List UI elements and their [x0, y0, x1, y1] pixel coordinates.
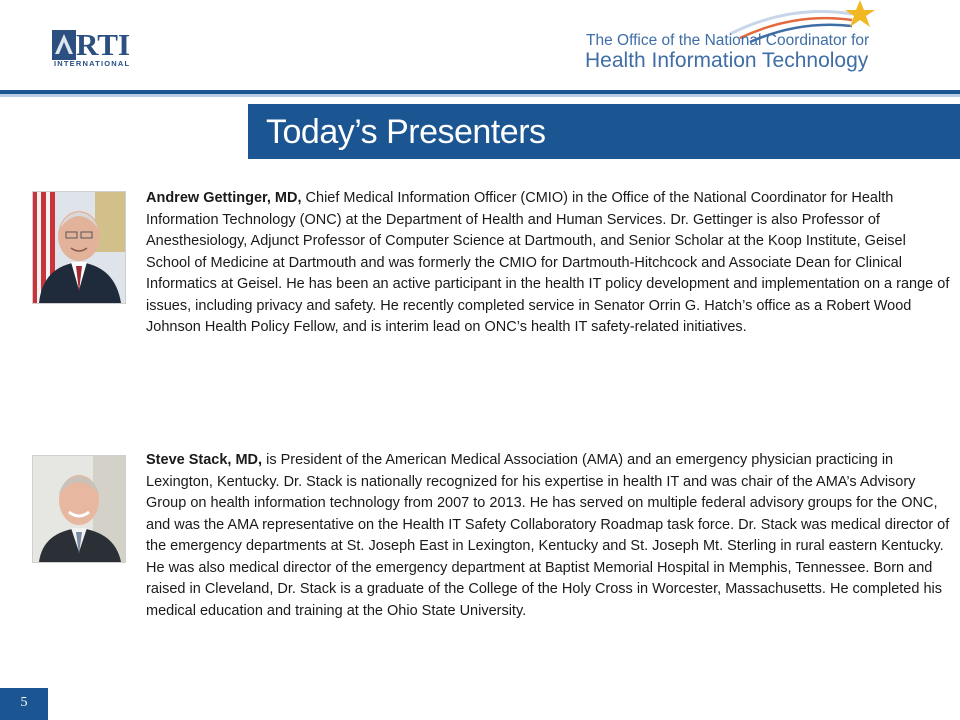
header-divider-light	[0, 94, 960, 97]
onc-logo-line1: The Office of the National Coordinator for	[586, 32, 870, 49]
presenter-name: Andrew Gettinger, MD,	[146, 190, 302, 206]
onc-logo-line2: Health Information Technology	[585, 49, 869, 72]
rti-globe-icon	[52, 30, 76, 60]
page-number-box	[0, 688, 48, 720]
rti-logo-text: RTI	[76, 27, 131, 62]
presenter-photo-stack	[32, 455, 126, 563]
presenter-bio-stack	[146, 450, 954, 622]
slide-title: Today’s Presenters	[266, 113, 546, 151]
presenter-bio-gettinger	[146, 188, 954, 339]
rti-logo	[52, 28, 152, 72]
presenter-bio-text: is President of the American Medical Association (AMA) and an emergency physician practicing in Lexington, Kentucky. Dr. Stack is nationally recognized for his expertise in health IT and was chair of the AMA’s Advisory Group on health information technology from 2007 to 2013. He has served on multiple federal advisory groups for the ONC, and was the AMA representative on the Health IT Safety Collaboratory Roadmap task force. Dr. Stack was medical director of the emergency departments at St. Joseph East in Lexington, Kentucky and St. Joseph Mt. Sterling in rural eastern Kentucky. He was also medical director of the emergency department at Baptist Memorial Hospital in Memphis, Tennessee. Born and raised in Cleveland, Dr. Stack is a graduate of the College of the Holy Cross in Worcester, Massachusetts. He completed his medical education and training at the Ohio State University.	[146, 452, 950, 619]
onc-logo	[580, 0, 940, 80]
presenter-name: Steve Stack, MD,	[146, 452, 263, 468]
title-bar	[248, 104, 960, 159]
slide-header	[0, 0, 960, 96]
presenter-photo-gettinger	[32, 191, 126, 304]
page-number: 5	[20, 695, 28, 710]
presenter-bio-text: Chief Medical Information Officer (CMIO) in the Office of the National Coordinator for Health Information Technology (ONC) at the Department of Health and Human Services. Dr. Gettinger is also Professor of Anesthesiology, Adjunct Professor of Computer Science at Dartmouth, and Senior Scholar at the Koop Institute, Geisel School of Medicine at Dartmouth and was formerly the CMIO for Dartmouth-Hitchcock and Associate Dean for Clinical Informatics at Geisel. He has been an active participant in the health IT policy development and implementation on a range of issues, including privacy and safety. He recently completed service in Senator Orrin G. Hatch’s office as a Robert Wood Johnson Health Policy Fellow, and is interim lead on ONC’s health IT safety-related initiatives.	[146, 190, 950, 335]
rti-logo-subtext: INTERNATIONAL	[54, 59, 131, 68]
